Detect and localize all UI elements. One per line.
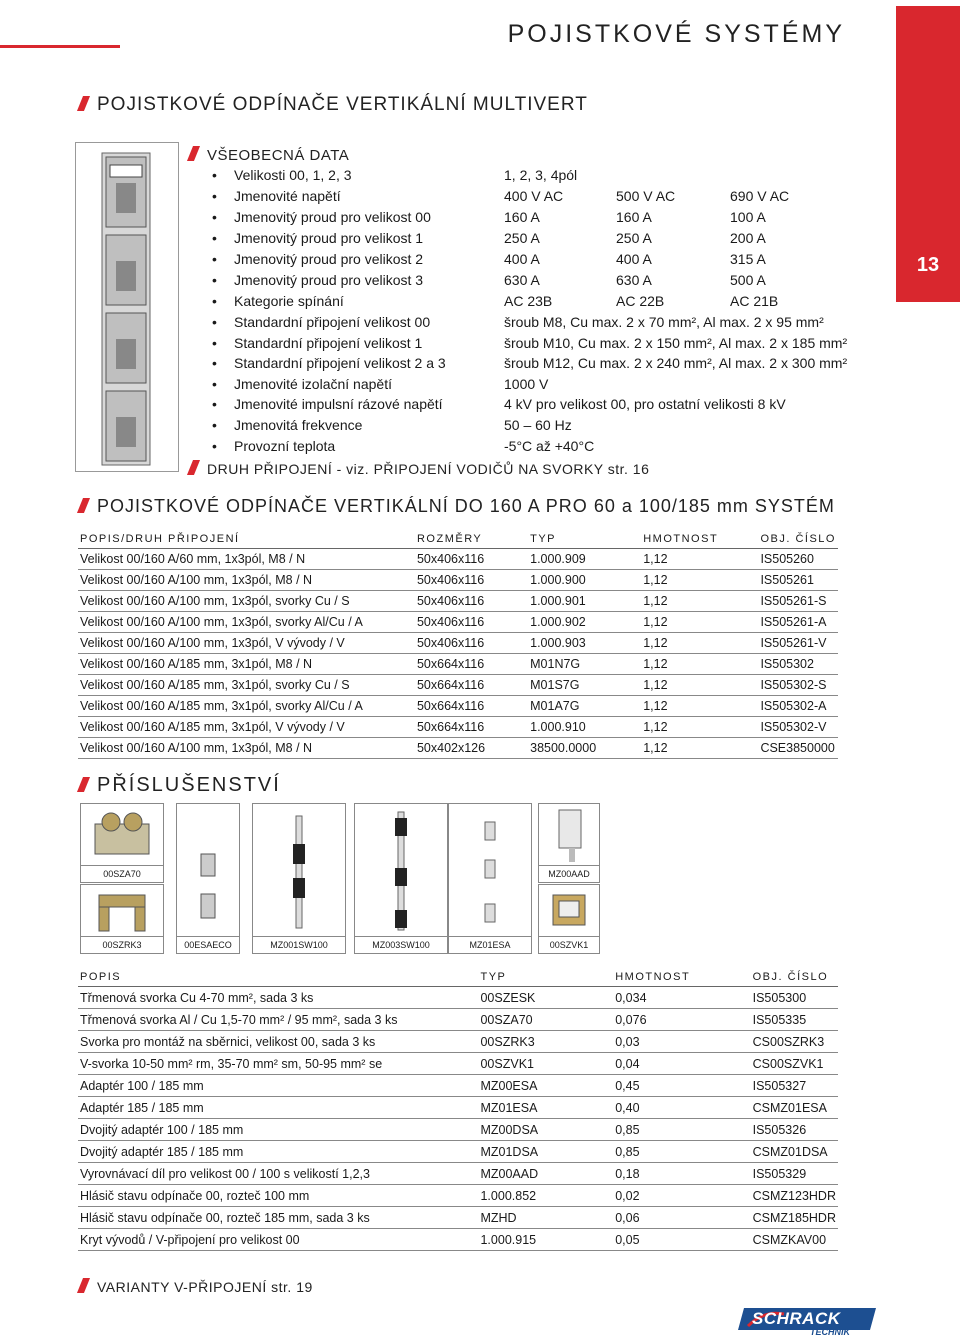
row-value: 200 A (730, 230, 766, 246)
row-value: AC 21B (730, 293, 779, 309)
cell: 00SZVK1 (478, 1053, 613, 1075)
cell: 1,12 (641, 570, 758, 591)
accessory-caption: MZ00AAD (539, 865, 599, 882)
footer-note-text: VARIANTY V-PŘIPOJENÍ str. 19 (97, 1279, 313, 1295)
row-value: 630 A (616, 272, 652, 288)
table-row (78, 570, 838, 591)
column-header: HMOTNOST (613, 968, 750, 987)
cell: IS505261 (758, 570, 838, 591)
accessory-caption: MZ001SW100 (253, 936, 345, 953)
accessory-caption: 00SZVK1 (539, 936, 599, 953)
column-header: OBJ. ČÍSLO (758, 530, 838, 549)
cell: 0,06 (613, 1207, 750, 1229)
accessory-caption: MZ01ESA (449, 936, 531, 953)
row-label: Velikosti 00, 1, 2, 3 (234, 167, 352, 183)
row-value: 400 A (504, 251, 540, 267)
cell: 1.000.900 (528, 570, 641, 591)
slash-icon (187, 146, 200, 161)
cell: 00SZESK (478, 987, 613, 1009)
cell: 1.000.910 (528, 717, 641, 738)
product-photo (75, 142, 179, 472)
cell: CS00SZRK3 (751, 1031, 838, 1053)
accessory-caption: 00SZRK3 (81, 936, 163, 953)
cell: 1,12 (641, 654, 758, 675)
table-row (78, 1229, 838, 1251)
chapter-tab (896, 6, 960, 302)
cell: 50x664x116 (415, 717, 528, 738)
row-value: 160 A (616, 209, 652, 225)
accessory-mz01esa (448, 803, 532, 954)
fuse-switch-image (76, 143, 178, 471)
slash-icon (77, 1278, 90, 1293)
cell: IS505300 (751, 987, 838, 1009)
cell: 00SZRK3 (478, 1031, 613, 1053)
column-header: POPIS (78, 968, 478, 987)
section-title-multivert (80, 94, 588, 116)
cell: 0,034 (613, 987, 750, 1009)
row-value: šroub M12, Cu max. 2 x 240 mm², Al max. 2 x 300 mm² (504, 355, 848, 371)
accessory-mz001sw100 (252, 803, 346, 954)
row-label: Standardní připojení velikost 2 a 3 (234, 355, 446, 371)
cell: IS505302 (758, 654, 838, 675)
table-header-row (78, 530, 838, 549)
row-label: Jmenovité impulsní rázové napětí (234, 396, 443, 412)
table-row (78, 1163, 838, 1185)
row-value: 100 A (730, 209, 766, 225)
v-clamp-icon (539, 885, 599, 937)
cell: 0,02 (613, 1185, 750, 1207)
cell: CS00SZVK1 (751, 1053, 838, 1075)
cell: 1,12 (641, 549, 758, 570)
cell: 1.000.902 (528, 612, 641, 633)
row-label: Jmenovitá frekvence (234, 417, 363, 433)
cell: Adaptér 185 / 185 mm (78, 1097, 478, 1119)
cell: 1.000.852 (478, 1185, 613, 1207)
cell: IS505326 (751, 1119, 838, 1141)
cell: 0,40 (613, 1097, 750, 1119)
row-value: 630 A (504, 272, 540, 288)
table-row (78, 654, 838, 675)
cell: 50x406x116 (415, 570, 528, 591)
cell: 50x406x116 (415, 549, 528, 570)
accessory-00sza70 (80, 803, 164, 883)
row-value: -5°C až +40°C (504, 438, 595, 454)
cell: Velikost 00/160 A/100 mm, 1x3pól, M8 / N (78, 570, 415, 591)
cell: 50x664x116 (415, 675, 528, 696)
column-header: OBJ. ČÍSLO (751, 968, 838, 987)
cell: 1,12 (641, 612, 758, 633)
adapter-icon (449, 804, 531, 937)
row-value: 400 A (616, 251, 652, 267)
cell: 1.000.901 (528, 591, 641, 612)
cell: Velikost 00/160 A/100 mm, 1x3pól, M8 / N (78, 738, 415, 759)
row-value: 160 A (504, 209, 540, 225)
cell: 50x406x116 (415, 633, 528, 654)
row-value: 1, 2, 3, 4pól (504, 167, 578, 183)
slash-icon (77, 777, 90, 792)
cell: Hlásič stavu odpínače 00, rozteč 185 mm, sada 3 ks (78, 1207, 478, 1229)
cell: 0,03 (613, 1031, 750, 1053)
table-row (78, 1119, 838, 1141)
cell: M01N7G (528, 654, 641, 675)
cell: MZ00AAD (478, 1163, 613, 1185)
section-title-160a (80, 496, 835, 517)
cell: CSMZ185HDR (751, 1207, 838, 1229)
section-title-text: POJISTKOVÉ ODPÍNAČE VERTIKÁLNÍ DO 160 A PRO 60 a 100/185 mm SYSTÉM (97, 496, 835, 516)
row-value: 500 V AC (616, 188, 676, 204)
cell: IS505335 (751, 1009, 838, 1031)
chapter-number: 13 (916, 254, 940, 276)
cell: Dvojitý adaptér 100 / 185 mm (78, 1119, 478, 1141)
row-label: Standardní připojení velikost 1 (234, 335, 423, 351)
adapter-rail-icon (355, 804, 447, 937)
cell: 1.000.915 (478, 1229, 613, 1251)
cell: 1.000.909 (528, 549, 641, 570)
column-header: TYP (528, 530, 641, 549)
cell: 1,12 (641, 738, 758, 759)
cell: IS505327 (751, 1075, 838, 1097)
cell: IS505261-S (758, 591, 838, 612)
table-row (78, 1141, 838, 1163)
row-value: 250 A (616, 230, 652, 246)
row-value: 315 A (730, 251, 766, 267)
contact-plate-icon (177, 804, 239, 937)
cell: Velikost 00/160 A/100 mm, 1x3pól, V vývody / V (78, 633, 415, 654)
table-header-row (78, 968, 838, 987)
cell: 00SZA70 (478, 1009, 613, 1031)
row-label: Standardní připojení velikost 00 (234, 314, 431, 330)
table-row (78, 1053, 838, 1075)
cell: Velikost 00/160 A/185 mm, 3x1pól, M8 / N (78, 654, 415, 675)
cell: CSMZ01DSA (751, 1141, 838, 1163)
row-value: 500 A (730, 272, 766, 288)
table-row (78, 1075, 838, 1097)
cell: IS505261-A (758, 612, 838, 633)
connection-note-text: DRUH PŘIPOJENÍ - viz. PŘIPOJENÍ VODIČŮ NA SVORKY str. 16 (207, 461, 650, 477)
row-value: 690 V AC (730, 188, 790, 204)
row-value: 1000 V (504, 376, 549, 392)
section-title-accessories (80, 774, 281, 797)
row-label: Kategorie spínání (234, 293, 344, 309)
row-value: 400 V AC (504, 188, 564, 204)
cell: Velikost 00/160 A/185 mm, 3x1pól, svorky Cu / S (78, 675, 415, 696)
logo-subtext: TECHNIK (810, 1327, 850, 1337)
row-label: Jmenovitý proud pro velikost 3 (234, 272, 424, 288)
general-data-title (190, 146, 349, 164)
cell: Adaptér 100 / 185 mm (78, 1075, 478, 1097)
cell: M01A7G (528, 696, 641, 717)
cell: MZ00ESA (478, 1075, 613, 1097)
table-row (78, 717, 838, 738)
section-title-text: PŘÍSLUŠENSTVÍ (97, 774, 281, 796)
row-value: 4 kV pro velikost 00, pro ostatní velikosti 8 kV (504, 396, 786, 412)
row-value: AC 22B (616, 293, 665, 309)
cell: M01S7G (528, 675, 641, 696)
row-value: šroub M10, Cu max. 2 x 150 mm², Al max. 2 x 185 mm² (504, 335, 848, 351)
cell: 0,45 (613, 1075, 750, 1097)
slash-icon (77, 498, 90, 513)
schrack-logo (738, 1306, 878, 1338)
table-row (78, 1031, 838, 1053)
cell: Velikost 00/160 A/60 mm, 1x3pól, M8 / N (78, 549, 415, 570)
row-value: 250 A (504, 230, 540, 246)
row-label: Jmenovitý proud pro velikost 2 (234, 251, 424, 267)
accessory-00szrk3 (80, 884, 164, 954)
cell: 0,85 (613, 1141, 750, 1163)
row-label: Jmenovitý proud pro velikost 00 (234, 209, 431, 225)
busbar-clamp-icon (81, 885, 163, 937)
slash-icon (187, 460, 200, 475)
cell: Svorka pro montáž na sběrnici, velikost 00, sada 3 ks (78, 1031, 478, 1053)
table-row (78, 696, 838, 717)
cell: 0,85 (613, 1119, 750, 1141)
cell: MZ01ESA (478, 1097, 613, 1119)
cell: Kryt vývodů / V-připojení pro velikost 00 (78, 1229, 478, 1251)
cell: Dvojitý adaptér 185 / 185 mm (78, 1141, 478, 1163)
cell: 38500.0000 (528, 738, 641, 759)
cell: Velikost 00/160 A/100 mm, 1x3pól, svorky Cu / S (78, 591, 415, 612)
cell: 50x664x116 (415, 696, 528, 717)
cell: 50x406x116 (415, 591, 528, 612)
cell: Velikost 00/160 A/185 mm, 3x1pól, svorky Al/Cu / A (78, 696, 415, 717)
cell: CSE3850000 (758, 738, 838, 759)
cell: IS505302-V (758, 717, 838, 738)
logo-text: SCHRACK (752, 1309, 841, 1328)
accessory-00esaeco (176, 803, 240, 954)
cell: 1,12 (641, 591, 758, 612)
general-data-title-text: VŠEOBECNÁ DATA (207, 147, 350, 164)
accessory-caption: 00ESAECO (177, 936, 239, 953)
cell: 1,12 (641, 633, 758, 654)
cell: MZHD (478, 1207, 613, 1229)
cell: Hlásič stavu odpínače 00, rozteč 100 mm (78, 1185, 478, 1207)
table-row (78, 591, 838, 612)
header-accent-bar (0, 45, 120, 48)
products-table (78, 530, 838, 759)
section-title-text: POJISTKOVÉ ODPÍNAČE VERTIKÁLNÍ MULTIVERT (97, 94, 588, 115)
cell: CSMZKAV00 (751, 1229, 838, 1251)
cell: V-svorka 10-50 mm² rm, 35-70 mm² sm, 50-95 mm² se (78, 1053, 478, 1075)
cell: 1,12 (641, 717, 758, 738)
cell: IS505260 (758, 549, 838, 570)
cell: 0,05 (613, 1229, 750, 1251)
row-label: Provozní teplota (234, 438, 336, 454)
row-value: šroub M8, Cu max. 2 x 70 mm², Al max. 2 x 95 mm² (504, 314, 824, 330)
column-header: TYP (478, 968, 613, 987)
cell: Vyrovnávací díl pro velikost 00 / 100 s velikostí 1,2,3 (78, 1163, 478, 1185)
cell: MZ01DSA (478, 1141, 613, 1163)
cell: Velikost 00/160 A/185 mm, 3x1pól, V vývody / V (78, 717, 415, 738)
cell: Třmenová svorka Cu 4-70 mm², sada 3 ks (78, 987, 478, 1009)
cell: 50x406x116 (415, 612, 528, 633)
table-row (78, 1185, 838, 1207)
row-value: 50 – 60 Hz (504, 417, 572, 433)
cell: MZ00DSA (478, 1119, 613, 1141)
cell: IS505329 (751, 1163, 838, 1185)
accessories-table (78, 968, 838, 1251)
accessory-caption: MZ003SW100 (355, 936, 447, 953)
table-row (78, 1009, 838, 1031)
cell: CSMZ01ESA (751, 1097, 838, 1119)
slash-icon (77, 96, 90, 111)
table-row (78, 987, 838, 1009)
cell: 1,12 (641, 696, 758, 717)
row-label: Jmenovitý proud pro velikost 1 (234, 230, 424, 246)
table-row (78, 612, 838, 633)
accessory-mz003sw100 (354, 803, 448, 954)
accessory-00szvk1 (538, 884, 600, 954)
cell: 0,18 (613, 1163, 750, 1185)
cell: 0,076 (613, 1009, 750, 1031)
table-row (78, 633, 838, 654)
footer-note (80, 1278, 313, 1295)
cell: CSMZ123HDR (751, 1185, 838, 1207)
row-label: Jmenovité izolační napětí (234, 376, 392, 392)
table-row (78, 549, 838, 570)
cell: 1.000.903 (528, 633, 641, 654)
adapter-rail-icon (253, 804, 345, 937)
cell: Velikost 00/160 A/100 mm, 1x3pól, svorky Al/Cu / A (78, 612, 415, 633)
table-row (78, 738, 838, 759)
cell: 50x664x116 (415, 654, 528, 675)
cell: 0,04 (613, 1053, 750, 1075)
spacer-icon (539, 804, 599, 866)
clamp-icon (81, 804, 163, 866)
accessory-mz00aad (538, 803, 600, 883)
cell: IS505261-V (758, 633, 838, 654)
row-label: Jmenovité napětí (234, 188, 341, 204)
accessory-caption: 00SZA70 (81, 865, 163, 882)
cell: IS505302-S (758, 675, 838, 696)
cell: Třmenová svorka Al / Cu 1,5-70 mm² / 95 mm², sada 3 ks (78, 1009, 478, 1031)
cell: IS505302-A (758, 696, 838, 717)
table-row (78, 1097, 838, 1119)
column-header: HMOTNOST (641, 530, 758, 549)
table-row (78, 1207, 838, 1229)
column-header: ROZMĚRY (415, 530, 528, 549)
row-value: AC 23B (504, 293, 553, 309)
page-title: POJISTKOVÉ SYSTÉMY (507, 20, 845, 48)
cell: 1,12 (641, 675, 758, 696)
connection-note (190, 460, 649, 477)
table-row (78, 675, 838, 696)
cell: 50x402x126 (415, 738, 528, 759)
column-header: POPIS/DRUH PŘIPOJENÍ (78, 530, 415, 549)
